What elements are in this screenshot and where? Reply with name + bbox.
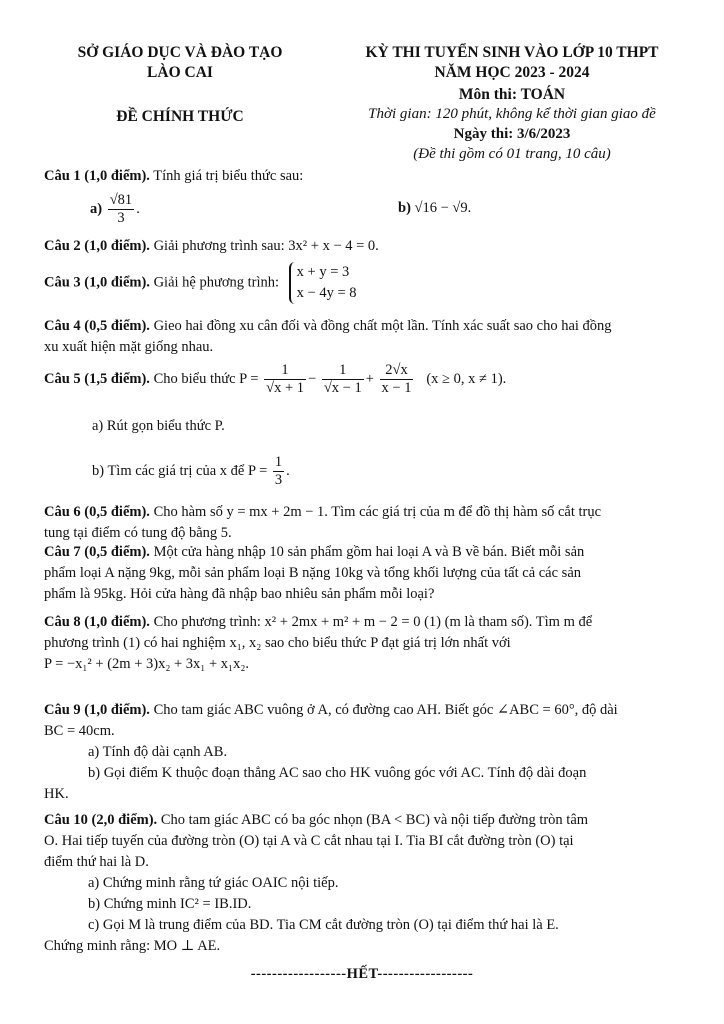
question-10-line-3: điểm thứ hai là D. bbox=[44, 854, 149, 871]
question-9a: a) Tính độ dài cạnh AB. bbox=[88, 744, 228, 761]
question-7 bbox=[44, 542, 688, 605]
fraction-3-denominator: x − 1 bbox=[381, 380, 412, 397]
question-8-line-2: phương trình (1) có hai nghiệm x₁, x₂ sao cho biểu thức P đạt giá trị lớn nhất với bbox=[44, 635, 511, 652]
fraction-2 bbox=[322, 362, 364, 398]
question-2-text: Giải phương trình sau: 3x² + x − 4 = 0. bbox=[149, 238, 379, 254]
exam-date: Ngày thi: 3/6/2023 bbox=[453, 126, 571, 142]
question-2-head: Câu 2 (1,0 điểm). bbox=[44, 238, 150, 254]
question-3-head: Câu 3 (1,0 điểm). bbox=[44, 274, 150, 291]
question-2 bbox=[44, 236, 688, 257]
equation-1: x + y = 3 bbox=[296, 264, 350, 280]
province-name: LÀO CAI bbox=[147, 64, 213, 81]
question-1-head: Câu 1 (1,0 điểm). bbox=[44, 168, 150, 184]
fraction-denominator: 3 bbox=[117, 210, 125, 227]
question-7-head: Câu 7 (0,5 điểm). bbox=[44, 544, 150, 560]
question-1a-label: a) bbox=[90, 201, 103, 218]
question-10 bbox=[44, 810, 688, 957]
equation-system bbox=[289, 262, 357, 304]
question-6 bbox=[44, 502, 688, 544]
fraction-numerator: √81 bbox=[108, 192, 134, 210]
question-1-text: Tính giá trị biểu thức sau: bbox=[149, 168, 304, 184]
question-5b: b) Tìm các giá trị của x để P = $\frac{1}{3}$ . bbox=[92, 454, 290, 489]
question-4-line-2: xu xuất hiện mặt giống nhau. bbox=[44, 339, 214, 356]
question-3-text: Giải hệ phương trình: bbox=[149, 274, 280, 291]
question-5-text: Cho biểu thức P = bbox=[149, 371, 259, 388]
fraction-3-numerator: 2√x bbox=[380, 362, 414, 380]
fraction-1-numerator: 1 bbox=[264, 362, 306, 380]
question-7-line-1: Một cửa hàng nhập 10 sản phẩm gồm hai loại A và B về bán. Biết mỗi sản bbox=[149, 544, 585, 560]
page-count-note: (Đề thi gồm có 01 trang, 10 câu) bbox=[413, 146, 611, 162]
end-marker: ------------------HẾT------------------ bbox=[250, 966, 474, 982]
school-year: NĂM HỌC 2023 - 2024 bbox=[434, 64, 590, 81]
question-10-line-1: Cho tam giác ABC có ba góc nhọn (BA < BC) và nội tiếp đường tròn tâm bbox=[157, 812, 589, 828]
fraction-3 bbox=[380, 362, 414, 398]
question-1a-fraction bbox=[108, 192, 134, 228]
fraction-2-denominator: √x − 1 bbox=[323, 380, 362, 397]
question-7-line-2: phẩm loại A nặng 9kg, mỗi sản phẩm loại B nặng 10kg và tổng khối lượng của tất cả các sản bbox=[44, 565, 582, 582]
question-6-head: Câu 6 (0,5 điểm). bbox=[44, 504, 150, 520]
question-4-line-1: Gieo hai đồng xu cân đối và đồng chất một lần. Tính xác suất sao cho hai đồng bbox=[149, 318, 612, 334]
exam-duration: Thời gian: 120 phút, không kể thời gian giao đề bbox=[368, 106, 656, 122]
question-9-line-2: BC = 40cm. bbox=[44, 723, 115, 740]
exam-title: KỲ THI TUYỂN SINH VÀO LỚP 10 THPT bbox=[365, 44, 659, 61]
question-4 bbox=[44, 316, 688, 358]
equation-2: x − 4y = 8 bbox=[296, 285, 357, 302]
question-9 bbox=[44, 700, 688, 805]
official-exam-label: ĐỀ CHÍNH THỨC bbox=[116, 108, 244, 125]
question-1b-expression: √16 − √9. bbox=[414, 200, 472, 216]
fraction-numerator: 1 bbox=[273, 454, 284, 472]
fraction-1 bbox=[264, 362, 306, 398]
question-1a: a) $\frac{√81}{3}$ . bbox=[90, 192, 140, 227]
question-5: Câu 5 (1,5 điểm). Cho biểu thức P = $\frac{1}{√x + 1}$ − $\frac{1}{√x - 1}$ + $\frac{2√x}{x - 1}$ (x ≥ 0, x ≠ 1). bbox=[44, 362, 507, 397]
question-8 bbox=[44, 612, 688, 675]
question-4-head: Câu 4 (0,5 điểm). bbox=[44, 318, 150, 334]
fraction-2-numerator: 1 bbox=[322, 362, 364, 380]
question-10c-line-2: Chứng minh rằng: MO ⊥ AE. bbox=[44, 938, 221, 955]
department-name: SỞ GIÁO DỤC VÀ ĐÀO TẠO bbox=[77, 44, 283, 61]
subject: Môn thi: TOÁN bbox=[458, 86, 566, 103]
question-6-line-1: Cho hàm số y = mx + 2m − 1. Tìm các giá trị của m để đồ thị hàm số cắt trục bbox=[149, 504, 602, 520]
question-9b-line-2: HK. bbox=[44, 786, 69, 803]
question-1 bbox=[44, 166, 688, 187]
question-8-head: Câu 8 (1,0 điểm). bbox=[44, 614, 150, 630]
question-9-line-1: Cho tam giác ABC vuông ở A, có đường cao AH. Biết góc ∠ABC = 60°, độ dài bbox=[149, 702, 618, 718]
question-10b: b) Chứng minh IC² = IB.ID. bbox=[88, 896, 252, 913]
fraction-denominator: 3 bbox=[274, 472, 283, 489]
question-7-line-3: phẩm là 95kg. Hỏi cửa hàng đã nhập bao nhiêu sản phẩm mỗi loại? bbox=[44, 586, 435, 603]
question-10c-line-1: c) Gọi M là trung điểm của BD. Tia CM cắt đường tròn (O) tại điểm thứ hai là E. bbox=[88, 917, 559, 934]
question-10a: a) Chứng minh rằng tứ giác OAIC nội tiếp. bbox=[88, 875, 339, 892]
question-5a: a) Rút gọn biểu thức P. bbox=[92, 418, 225, 434]
question-8-line-1: Cho phương trình: x² + 2mx + m² + m − 2 = 0 (1) (m là tham số). Tìm m để bbox=[149, 614, 593, 630]
fraction-1-denominator: √x + 1 bbox=[266, 380, 304, 397]
question-5-condition: (x ≥ 0, x ≠ 1). bbox=[426, 371, 507, 388]
question-10-head: Câu 10 (2,0 điểm). bbox=[44, 812, 158, 828]
question-5b-fraction bbox=[273, 454, 284, 490]
question-5b-text: b) Tìm các giá trị của x để P = bbox=[92, 463, 268, 480]
question-8-line-3: P = −x₁² + (2m + 3)x₂ + 3x₁ + x₁x₂. bbox=[44, 656, 250, 673]
question-1b bbox=[398, 200, 471, 217]
question-5-head: Câu 5 (1,5 điểm). bbox=[44, 371, 150, 388]
question-3 bbox=[44, 262, 688, 304]
question-10-line-2: O. Hai tiếp tuyến của đường tròn (O) tại A và C cắt nhau tại I. Tia BI cắt đường tròn (O) tại bbox=[44, 833, 574, 850]
question-6-line-2: tung tại điểm có tung độ bằng 5. bbox=[44, 525, 232, 542]
question-9-head: Câu 9 (1,0 điểm). bbox=[44, 702, 150, 718]
question-9b-line-1: b) Gọi điểm K thuộc đoạn thẳng AC sao cho HK vuông góc với AC. Tính độ dài đoạn bbox=[88, 765, 587, 782]
question-1b-label: b) bbox=[398, 200, 411, 216]
